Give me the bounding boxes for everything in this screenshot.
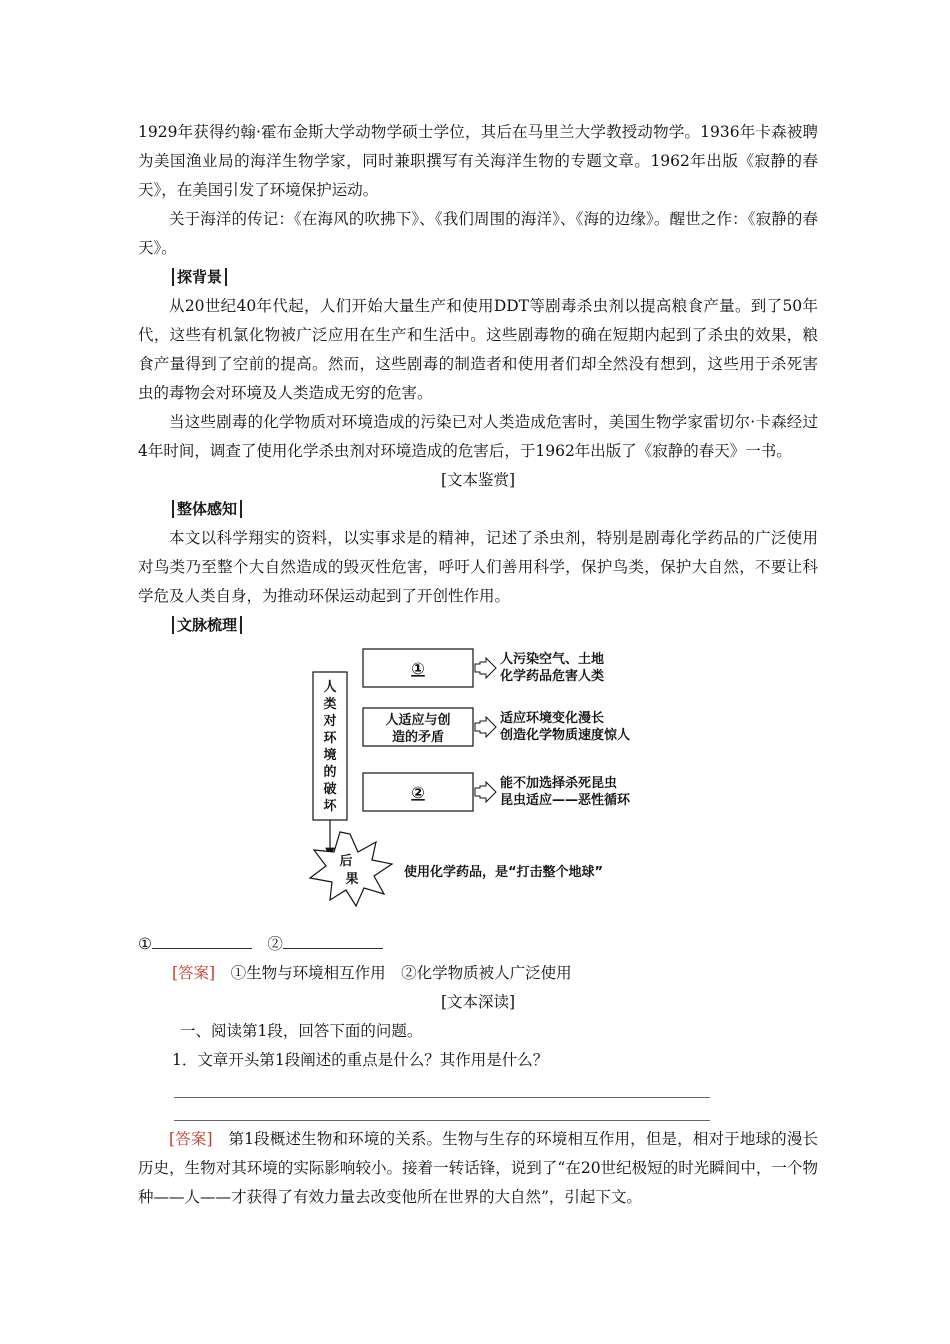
burst-char: 后 bbox=[339, 854, 353, 869]
overall-paragraph: 本文以科学翔实的资料，以实事求是的精神，记述了杀虫剂，特别是剧毒化学药品的广泛使用对鸟类乃至整个大自然造成的毁灭性危害，呼吁人们善用科学，保护鸟类，保护大自然，不要让科学危及人类自身，为推动环保运动起到了开创性作用。 bbox=[138, 529, 818, 605]
arrow-2 bbox=[475, 717, 496, 737]
answer-line-2 bbox=[174, 1098, 710, 1121]
question-1: 1．文章开头第1段阐述的重点是什么？其作用是什么？ bbox=[172, 1051, 549, 1069]
vlabel-char: 境 bbox=[323, 748, 337, 763]
background-label bbox=[172, 263, 818, 292]
deep-section: 一、阅读第1段，回答下面的问题。 bbox=[180, 1022, 423, 1040]
box-3-result-line: 昆虫适应——恶性循环 bbox=[500, 793, 631, 808]
box-1-result-line: 人污染空气、土地 bbox=[500, 652, 605, 667]
box-3-result-line: 能不加选择杀死昆虫 bbox=[500, 776, 618, 791]
box-2-result-line: 适应环境变化漫长 bbox=[500, 711, 605, 726]
deep-answer-text: 第1段概述生物和环境的关系。生物与生存的环境相互作用，但是，相对于地球的漫长历史，生物对其环境的实际影响较小。接着一转话锋，说到了“在20世纪极短的时光瞬间中，一个物种——人——才获得了有效力量去改变他所在世界的大自然”，引起下文。 bbox=[138, 1130, 818, 1206]
vlabel-char: 破 bbox=[323, 782, 337, 797]
fill-answer bbox=[172, 959, 818, 988]
deep-heading: [文本深读] bbox=[440, 993, 516, 1011]
vlabel-char: 坏 bbox=[323, 799, 337, 814]
burst-result: 使用化学药品，是“打击整个地球” bbox=[404, 865, 604, 880]
deep-answer bbox=[138, 1125, 818, 1212]
box-3-marker: ② bbox=[411, 783, 425, 802]
answer-tag: [答案] bbox=[172, 964, 216, 982]
box-1-result-line: 化学药品危害人类 bbox=[500, 669, 605, 684]
burst-char: 果 bbox=[345, 872, 359, 887]
vlabel-char: 环 bbox=[323, 731, 337, 746]
answer-line-1 bbox=[174, 1075, 710, 1098]
blank-2 bbox=[283, 934, 383, 949]
intro-paragraph-1: 1929年获得约翰·霍布金斯大学动物学硕士学位，其后在马里兰大学教授动物学。1936年卡森被聘为美国渔业局的海洋生物学家，同时兼职撰写有关海洋生物的专题文章。1962年出版《寂静的春天》，在美国引发了环境保护运动。 bbox=[138, 123, 818, 199]
blank-1 bbox=[152, 934, 252, 949]
vlabel-char: 的 bbox=[323, 765, 337, 780]
box-2-result-line: 创造化学物质速度惊人 bbox=[500, 728, 631, 743]
arrow-1 bbox=[475, 658, 496, 678]
blank-1-marker: ① bbox=[138, 935, 152, 953]
background-label-text: 探背景 bbox=[172, 268, 227, 286]
appreciation-heading: [文本鉴赏] bbox=[440, 471, 516, 489]
background-paragraph-2: 当这些剧毒的化学物质对环境造成的污染已对人类造成危害时，美国生物学家雷切尔·卡森经过4年时间，调查了使用化学杀虫剂对环境造成的危害后，于1962年出版了《寂静的春天》一书。 bbox=[138, 413, 818, 460]
vlabel-char: 人 bbox=[323, 680, 337, 695]
outline-label bbox=[172, 611, 818, 640]
outline-diagram-svg bbox=[308, 644, 688, 930]
overall-label bbox=[172, 495, 818, 524]
overall-label-text: 整体感知 bbox=[172, 500, 242, 518]
answer-tag: [答案] bbox=[169, 1130, 213, 1148]
answer-text: ①生物与环境相互作用 ②化学物质被人广泛使用 bbox=[230, 964, 572, 982]
outline-diagram bbox=[138, 644, 818, 930]
vlabel-char: 对 bbox=[323, 714, 337, 729]
background-paragraph-1: 从20世纪40年代起，人们开始大量生产和使用DDT等剧毒杀虫剂以提高粮食产量。到了50年代，这些有机氯化物被广泛应用在生产和生活中。这些剧毒物的确在短期内起到了杀虫的效果，粮食产量得到了空前的提高。然而，这些剧毒的制造者和使用者们却全然没有想到，这些用于杀死害虫的毒物会对环境及人类造成无穷的危害。 bbox=[138, 297, 818, 402]
box-2-line: 人适应与创 bbox=[385, 713, 451, 728]
outline-label-text: 文脉梳理 bbox=[172, 616, 242, 634]
intro-paragraph-2: 关于海洋的传记：《在海风的吹拂下》、《我们周围的海洋》、《海的边缘》。醒世之作：《寂静的春天》。 bbox=[138, 210, 818, 257]
blank-2-marker: ② bbox=[267, 935, 283, 953]
box-2-line: 造的矛盾 bbox=[391, 730, 445, 745]
box-1-marker: ① bbox=[411, 659, 425, 678]
vlabel-char: 类 bbox=[323, 697, 337, 712]
fill-blanks-line bbox=[138, 930, 818, 959]
consequence-burst bbox=[310, 832, 392, 906]
document-page bbox=[138, 118, 818, 1212]
arrow-3 bbox=[475, 782, 496, 802]
